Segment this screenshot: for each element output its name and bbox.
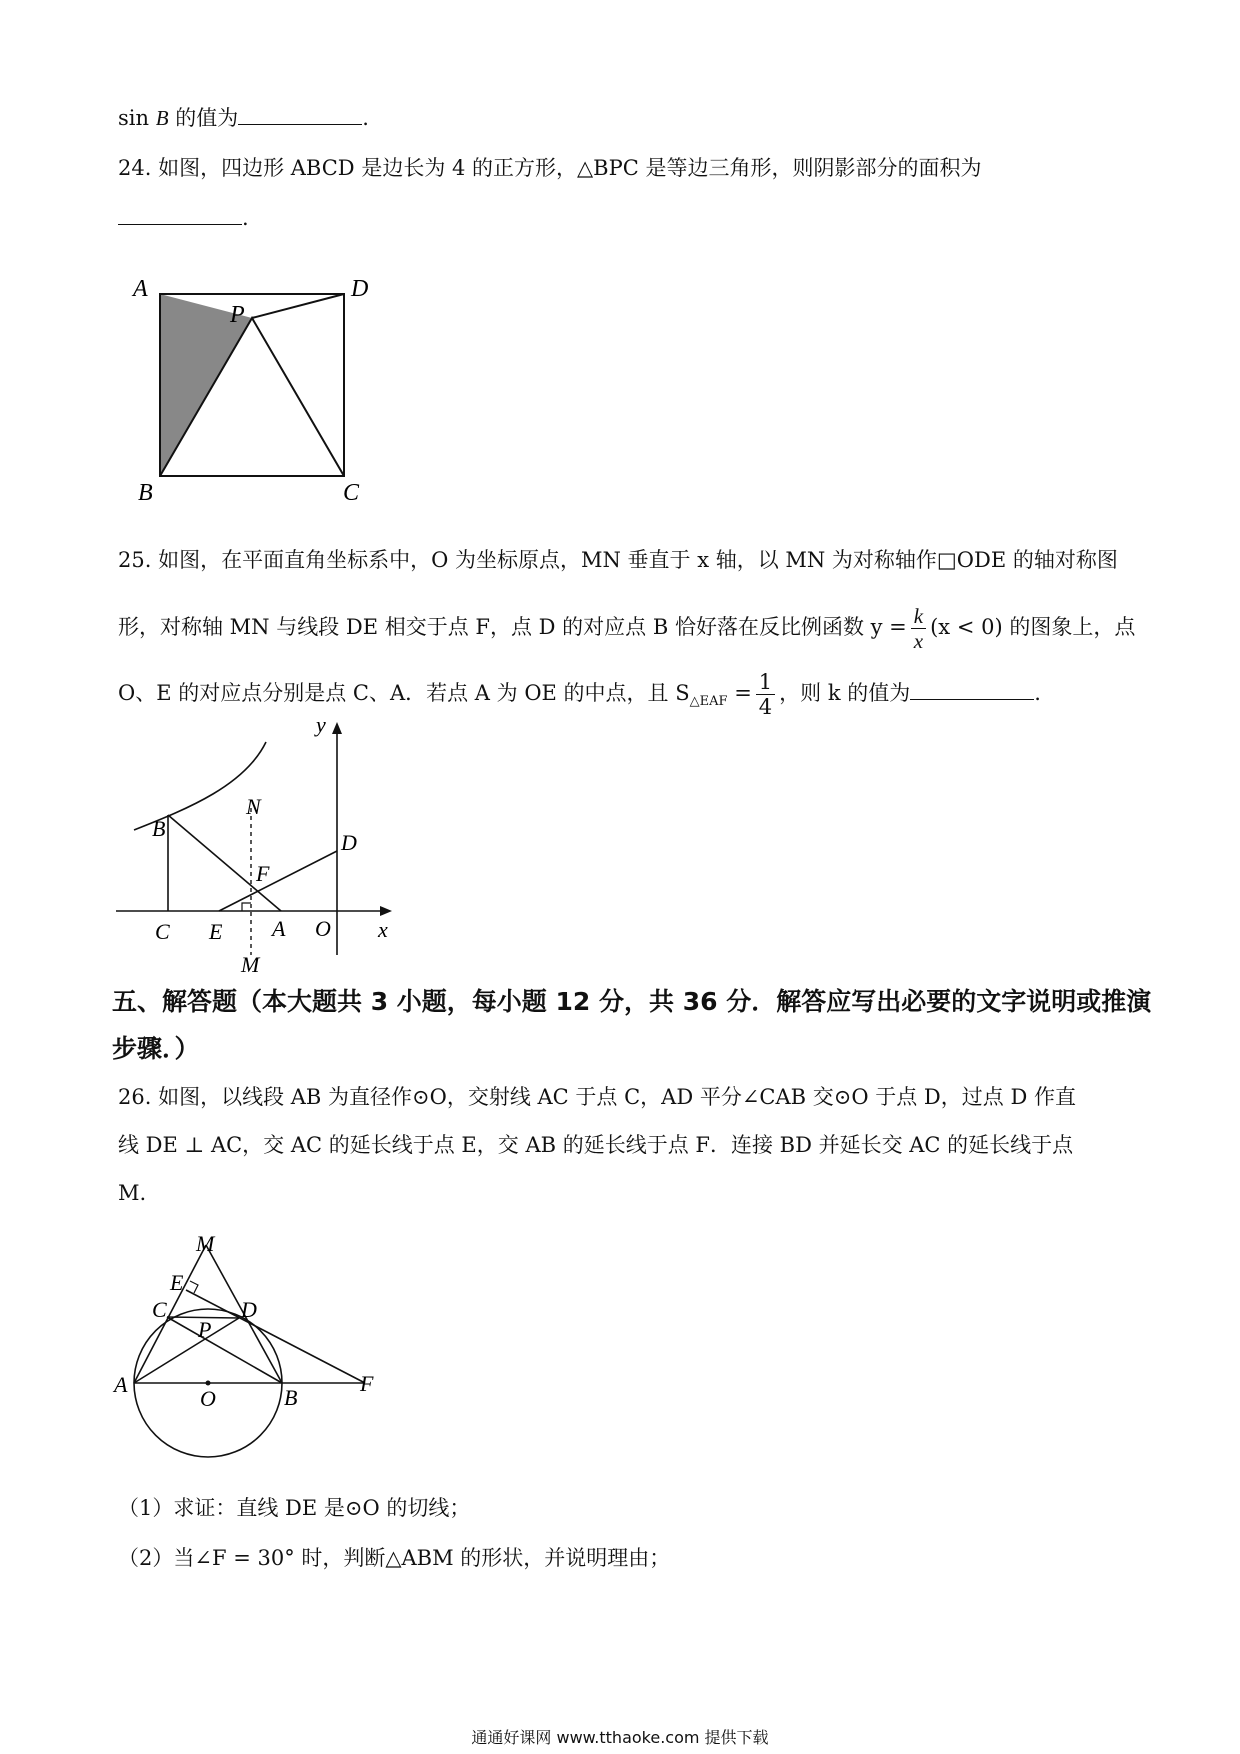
label-A: A [114, 1372, 128, 1397]
q24-text-line1: 24. 如图，四边形 ABCD 是边长为 4 的正方形，△BPC 是等边三角形，则阴影部分的面积为 [118, 156, 982, 180]
label-O: O [200, 1386, 216, 1411]
segment-am [134, 1245, 206, 1383]
label-F: F [256, 861, 270, 886]
q26-text-line2: 线 DE ⊥ AC，交 AC 的延长线于点 E，交 AB 的延长线于点 F．连接 BD 并延长交 AC 的延长线于点 [118, 1133, 1074, 1157]
q23-tail-line: sin B 的值为 . [118, 102, 369, 133]
q24-text-line2: . [118, 202, 249, 233]
label-B: B [138, 480, 153, 506]
label-A: A [272, 916, 286, 941]
page-footer: 通通好课网 www.tthaoke.com 提供下载 [471, 1728, 769, 1747]
center-dot [206, 1381, 211, 1386]
label-O: O [315, 916, 331, 941]
label-M: M [241, 952, 260, 977]
label-P: P [230, 302, 245, 328]
label-A: A [133, 276, 148, 302]
q26-text-line3: M. [118, 1181, 147, 1205]
label-D: D [341, 830, 357, 855]
label-B: B [152, 816, 166, 841]
q26-subquestion-1: （1）求证：直线 DE 是⊙O 的切线； [118, 1496, 471, 1520]
q26-subquestion-2: （2）当∠F = 30° 时，判断△ABM 的形状，并说明理由； [118, 1546, 671, 1570]
label-x: x [378, 917, 388, 942]
q25-text-line1: 25. 如图，在平面直角坐标系中，O 为坐标原点，MN 垂直于 x 轴，以 MN 为对称轴作□ODE 的轴对称图 [118, 548, 1118, 572]
q25-text-line3: O、E 的对应点分别是点 C、A．若点 A 为 OE 的中点，且 $S_{\triangle EAF}$ = $\frac{1}{4}$ ，则 k 的值为 . [118, 670, 1041, 719]
fraction-one-quarter: $\frac{1}{4}$ [756, 670, 775, 719]
label-y: y [316, 712, 326, 737]
label-D: D [351, 276, 369, 302]
segment-ef [186, 1290, 365, 1383]
label-N: N [246, 794, 261, 819]
label-F: F [360, 1371, 374, 1396]
section-heading-line2: 步骤．） [112, 1034, 200, 1063]
label-C: C [155, 919, 170, 944]
label-E: E [170, 1270, 184, 1295]
q25-text-line2: 形，对称轴 MN 与线段 DE 相交于点 F，点 D 的对应点 B 恰好落在反比例函数 y = $\frac{k}{x}$ (x < 0) 的图象上，点 [118, 604, 1136, 653]
right-angle-marker [190, 1281, 198, 1293]
fraction-k-over-x: $\frac{k}{x}$ [911, 604, 926, 653]
label-B: B [284, 1385, 298, 1410]
label-C: C [152, 1297, 167, 1322]
label-D: D [241, 1297, 257, 1322]
label-P: P [198, 1317, 212, 1342]
q26-text-line1: 26. 如图，以线段 AB 为直径作⊙O，交射线 AC 于点 C，AD 平分∠CAB 交⊙O 于点 D，过点 D 作直 [118, 1085, 1076, 1109]
label-M: M [196, 1231, 215, 1256]
section-heading-line1: 五、解答题（本大题共 3 小题，每小题 12 分，共 36 分．解答应写出必要的文字说明或推演 [112, 987, 1152, 1016]
label-C: C [343, 480, 360, 506]
label-E: E [209, 919, 223, 944]
